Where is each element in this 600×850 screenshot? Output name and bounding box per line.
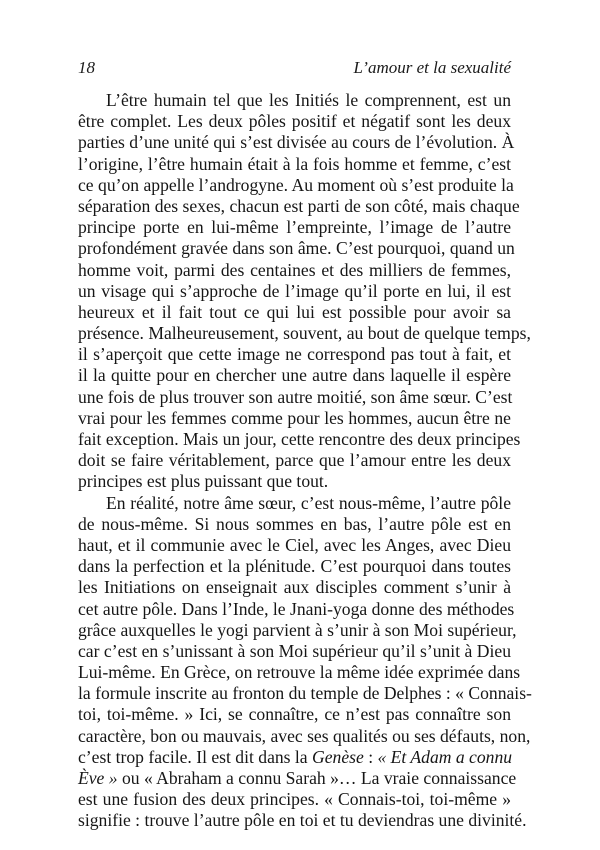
text-run: ou « Abraham a connu Sarah »… La vraie connaissance — [117, 768, 517, 788]
text-line: séparation des sexes, chacun est parti de son côté, mais chaque — [78, 195, 520, 216]
book-title-genese: Genèse — [312, 746, 364, 767]
text-line: L’être humain tel que les Initiés le comprennent, est un — [106, 90, 511, 110]
italic-quote: « Et Adam a connu — [377, 746, 513, 767]
paragraph-2 — [78, 492, 532, 832]
text-line: cet autre pôle. Dans l’Inde, le Jnani-yoga donne des méthodes — [78, 598, 515, 619]
text-line: homme voit, parmi des centaines et des milliers de femmes, — [78, 259, 511, 280]
text-line: En réalité, notre âme sœur, c’est nous-même, l’autre pôle — [106, 492, 511, 513]
running-title: L’amour et la sexualité — [353, 58, 511, 77]
text-line: principe porte en lui-même l’empreinte, l’image de l’autre — [78, 217, 511, 238]
text-line: la formule inscrite au fronton du temple de Delphes : « Connais- — [78, 683, 532, 704]
text-run: : — [363, 746, 378, 767]
paragraph-1 — [78, 90, 531, 493]
text-line: une fois de plus trouver son autre moitié, son âme sœur. C’est — [78, 386, 513, 407]
text-line: parties d’une unité qui s’est divisée au cours de l’évolution. À — [78, 132, 515, 153]
text-line: caractère, bon ou mauvais, avec ses qualités ou ses défauts, non, — [78, 725, 531, 746]
italic-quote: Ève » — [78, 768, 118, 788]
text-line: toi, toi-même. » Ici, se connaître, ce n’est pas connaître son — [78, 704, 511, 725]
page-number: 18 — [78, 58, 95, 77]
text-line: signifie : trouve l’autre pôle en toi et tu deviendras une divinité. — [78, 810, 527, 831]
text-line: principes est plus puissant que tout. — [78, 471, 329, 492]
text-line: présence. Malheureusement, souvent, au bout de quelque temps, — [78, 323, 531, 344]
text-line: profondément gravée dans son âme. C’est pourquoi, quand un — [78, 238, 515, 259]
text-line: vrai pour les femmes comme pour les hommes, aucun être ne — [78, 407, 511, 428]
text-line: un visage qui s’approche de l’image qu’il porte en lui, il est — [78, 280, 511, 301]
text-line: de nous-même. Si nous sommes en bas, l’autre pôle est en — [78, 513, 511, 534]
text-line-genese — [78, 747, 511, 768]
body-text — [78, 90, 532, 832]
text-line: heureux et il fait tout ce qui lui est possible pour avoir sa — [78, 301, 511, 322]
text-line: doit se faire véritablement, parce que l’amour entre les deux — [78, 450, 511, 471]
text-line: les Initiations on enseignait aux disciples comment s’unir à — [78, 577, 511, 598]
text-line: il la quitte pour en chercher une autre dans laquelle il espère — [78, 365, 511, 386]
text-run: c’est trop facile. Il est dit dans la — [78, 746, 313, 767]
text-line: est une fusion des deux principes. « Connais-toi, toi-même » — [78, 789, 511, 810]
text-line: il s’aperçoit que cette image ne correspond pas tout à fait, et — [78, 344, 511, 365]
text-line-eve — [78, 768, 517, 789]
running-header — [78, 58, 511, 78]
text-line: l’origine, l’être humain était à la fois homme et femme, c’est — [78, 153, 511, 174]
text-line: car c’est en s’unissant à son Moi supérieur qu’il s’unit à Dieu — [78, 640, 511, 661]
text-line: être complet. Les deux pôles positif et négatif sont les deux — [78, 111, 511, 132]
text-line: ce qu’on appelle l’androgyne. Au moment où s’est produite la — [78, 174, 514, 195]
text-line: Lui-même. En Grèce, on retrouve la même idée exprimée dans — [78, 662, 521, 683]
text-line: fait exception. Mais un jour, cette rencontre des deux principes — [78, 429, 521, 449]
text-line: haut, et il communie avec le Ciel, avec les Anges, avec Dieu — [78, 534, 511, 555]
text-line: grâce auxquelles le yogi parvient à s’unir à son Moi supérieur, — [78, 619, 517, 640]
text-line: dans la perfection et la plénitude. C’est pourquoi dans toutes — [78, 556, 511, 577]
